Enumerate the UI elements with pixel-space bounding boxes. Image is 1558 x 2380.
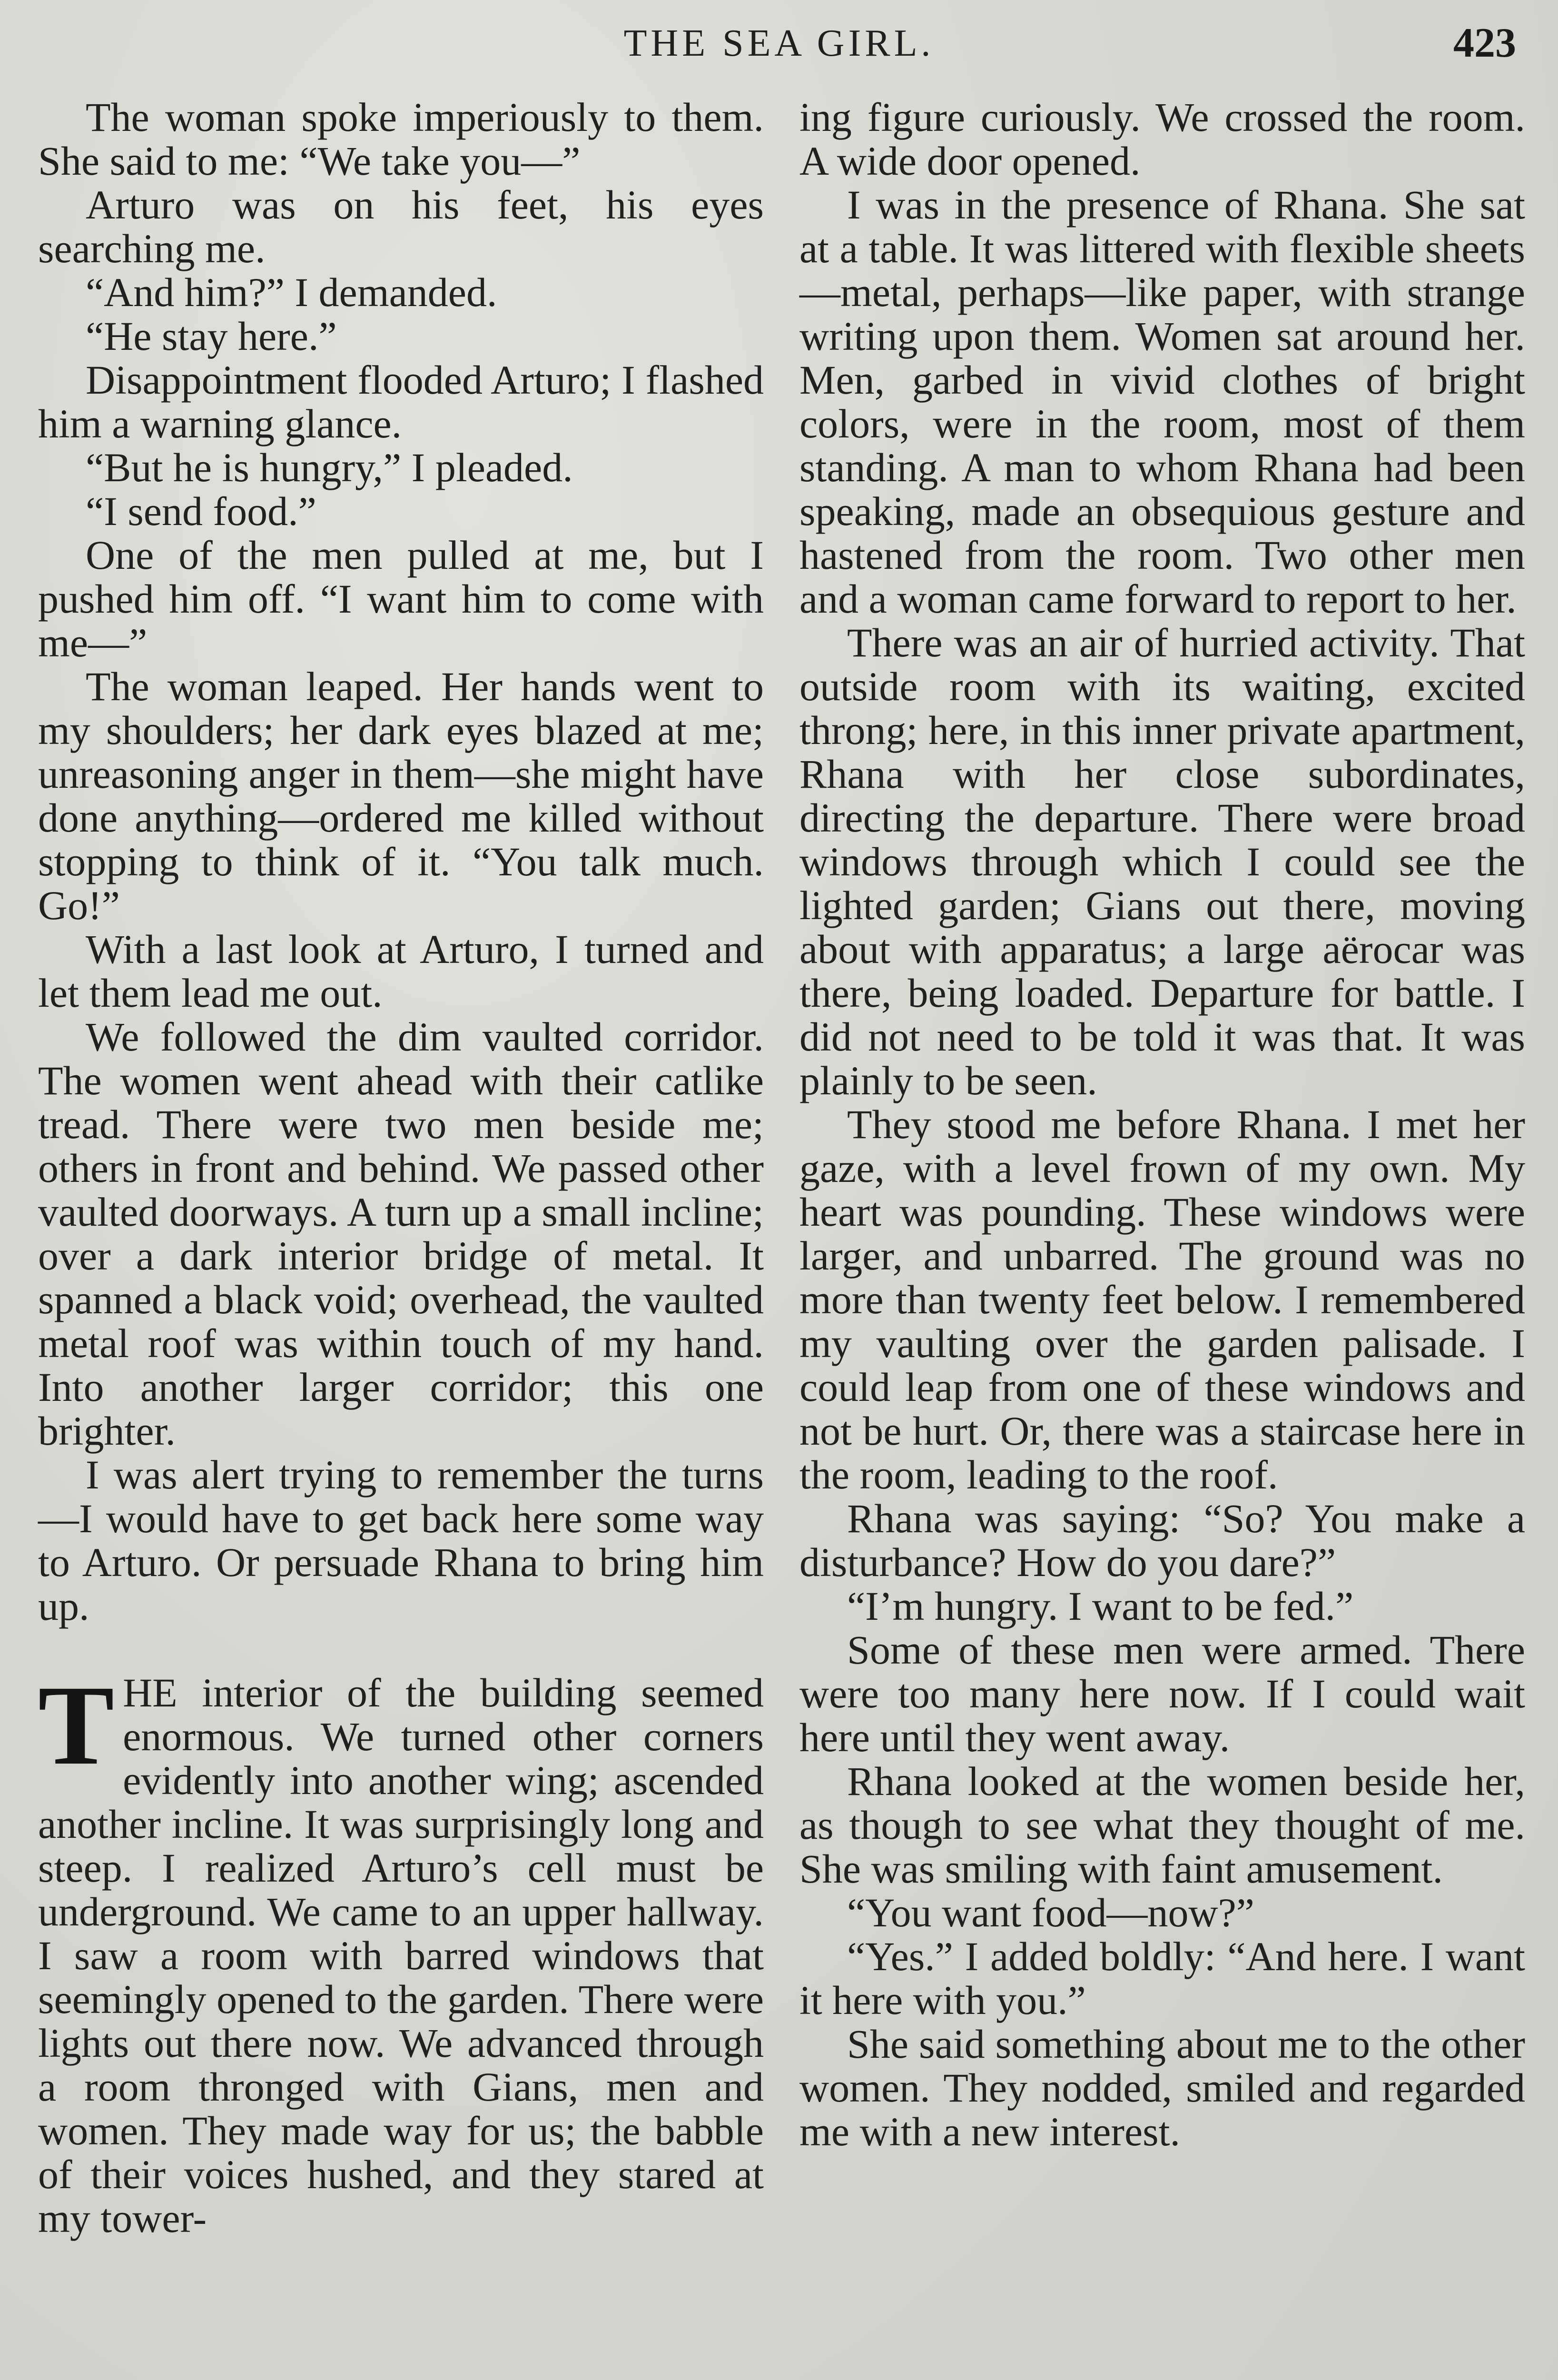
paragraph: The woman leaped. Her hands went to my shoulders; her dark eyes blazed at me; unreasoning anger in them—she might have done anything—ordered me killed without stopping to think of it. “You talk much. Go!” xyxy=(38,664,764,928)
left-column xyxy=(38,95,764,2240)
section-opening-paragraph xyxy=(38,1662,764,2241)
paragraph: “But he is hungry,” I pleaded. xyxy=(86,445,573,490)
paragraph: With a last look at Arturo, I turned and let them lead me out. xyxy=(38,926,764,1016)
section-opening-text: HE interior of the building seemed enormous. We turned other corners evidently into another wing; ascended another incline. It was surprisingly long and steep. I realized Arturo’s cell must be underground. We came to an upper hallway. I saw a room with barred windows that seemingly opened to the garden. There were lights out there now. We advanced through a room thronged with Gians, men and women. They made way for us; the babble of their voices hushed, and they stared at my tower- xyxy=(38,1670,764,2241)
continuation-paragraph: ing figure curiously. We crossed the room. A wide door opened. xyxy=(799,94,1525,184)
section-break xyxy=(38,1628,764,1671)
paragraph: One of the men pulled at me, but I pushed him off. “I want him to come with me—” xyxy=(38,532,764,665)
paragraph: “He stay here.” xyxy=(86,313,337,359)
paragraph: “I send food.” xyxy=(86,488,316,534)
paragraph: Disappointment flooded Arturo; I flashed him a warning glance. xyxy=(38,357,764,446)
paragraph: I was in the presence of Rhana. She sat at a table. It was littered with flexible sheets—metal, perhaps—like paper, with strange writing upon them. Women sat around her. Men, garbed in vivid clothes of bright colors, were in the room, most of them standing. A man to whom Rhana had been speaking, made an obsequious gesture and hastened from the room. Two other men and a woman came forward to report to her. xyxy=(799,182,1525,622)
running-title: THE SEA GIRL. xyxy=(623,22,935,64)
paragraph: “And him?” I demanded. xyxy=(86,269,497,315)
page-number: 423 xyxy=(1453,20,1516,66)
paragraph: “You want food—now?” xyxy=(847,1890,1254,1935)
paragraph: She said something about me to the other women. They nodded, smiled and regarded me with a new interest. xyxy=(799,2021,1525,2154)
page-header xyxy=(38,19,1520,76)
paragraph: They stood me before Rhana. I met her gaze, with a level frown of my own. My heart was pounding. These windows were larger, and unbarred. The ground was no more than twenty feet below. I remembered my vaulting over the garden palisade. I could leap from one of these windows and not be hurt. Or, there was a staircase here in the room, leading to the roof. xyxy=(799,1101,1525,1497)
paragraph: “I’m hungry. I want to be fed.” xyxy=(847,1583,1354,1629)
paragraph: There was an air of hurried activity. That outside room with its waiting, excited throng; here, in this inner private apartment, Rhana with her close subordinates, directing the departure. There were broad windows through which I could see the lighted garden; Gians out there, moving about with apparatus; a large aërocar was there, being loaded. Departure for battle. I did not need to be told it was that. It was plainly to be seen. xyxy=(799,620,1525,1103)
paragraph: Rhana was saying: “So? You make a disturbance? How do you dare?” xyxy=(799,1496,1525,1585)
paragraph: “Yes.” I added boldly: “And here. I want it here with you.” xyxy=(799,1934,1525,2023)
drop-cap: T xyxy=(38,1662,115,1788)
paragraph: The woman spoke imperiously to them. She said to me: “We take you—” xyxy=(38,94,764,184)
paragraph: We followed the dim vaulted corridor. The women went ahead with their catlike tread. There were two men beside me; others in front and behind. We passed other vaulted doorways. A turn up a small incline; over a dark interior bridge of metal. It spanned a black void; overhead, the vaulted metal roof was within touch of my hand. Into another larger corridor; this one brighter. xyxy=(38,1014,764,1454)
paragraph: Arturo was on his feet, his eyes searching me. xyxy=(38,182,764,271)
paragraph: I was alert trying to remember the turns—I would have to get back here some way to Arturo. Or persuade Rhana to bring him up. xyxy=(38,1452,764,1629)
right-column xyxy=(799,95,1525,2153)
paragraph: Some of these men were armed. There were too many here now. If I could wait here until they went away. xyxy=(799,1627,1525,1760)
paragraph: Rhana looked at the women beside her, as though to see what they thought of me. She was smiling with faint amusement. xyxy=(799,1758,1525,1892)
